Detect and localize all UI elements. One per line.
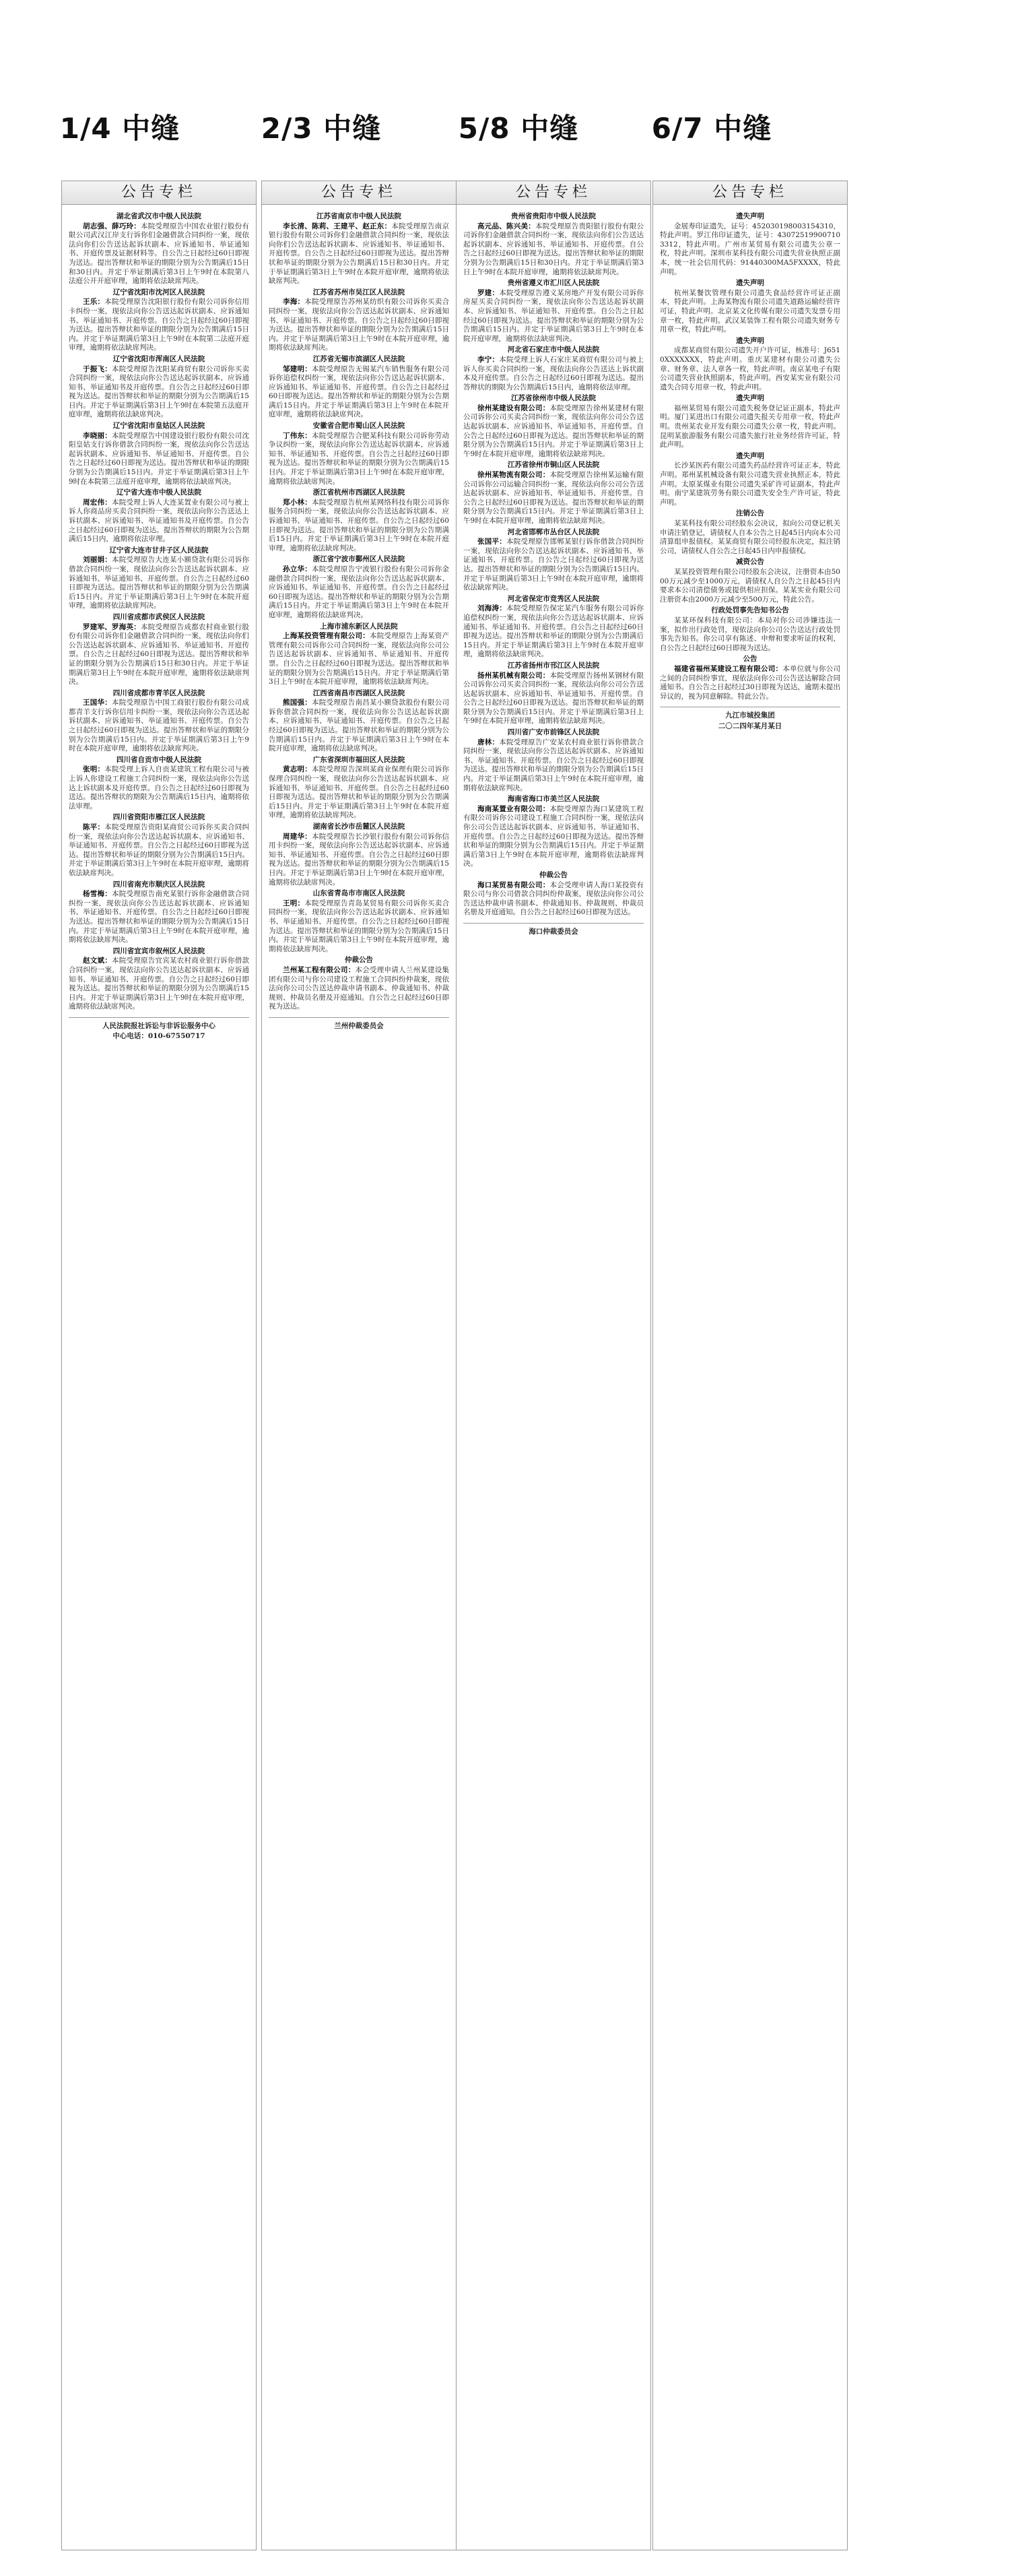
notice-text xyxy=(463,604,644,659)
notice-text xyxy=(269,498,449,554)
notice-body: 本院受理原告上海某资产管理有限公司诉你公司合同纠纷一案，现依法向你公司公告送达起诉状副本、应诉通知书、举证通知书、开庭传票。自公告之日起经过60日即视为送达。提出答辩状和举证的期限分别为公告期满后15日内。并定于举证期满后第3日上午9时在本院开庭审理，逾期将依法缺席判决。 xyxy=(269,632,449,686)
notice-text xyxy=(660,568,840,604)
notice-body: 本院受理原告南京银行股份有限公司诉你们金融借款合同纠纷一案，现依法向你们公告送达起诉状副本、应诉通知书、举证通知书、开庭传票。自公告之日起经过60日即视为送达。提出答辩状和举证的期限分别为公告期满后15日和30日内。并定于举证期满后第3日上午9时在本院开庭审理，逾期将依法缺席判决。 xyxy=(269,222,449,286)
notice-recipient: 罗建： xyxy=(477,288,500,297)
notice-court-name: 遗失声明 xyxy=(736,394,764,403)
notice-recipient: 海口某贸易有限公司： xyxy=(477,880,550,889)
notice-text xyxy=(69,823,249,878)
notice-text xyxy=(269,765,449,820)
notice-body: 本院受理原告杭州某网络科技有限公司诉你服务合同纠纷一案，现依法向你公告送达起诉状副本、应诉通知书、举证通知书、开庭传票。自公告之日起经过60日即视为送达。提出答辩状和举证的期限分别为公告期满后15日内。并定于举证期满后第3日上午9时在本院开庭审理，逾期将依法缺席判决。 xyxy=(269,498,449,552)
divider xyxy=(269,1017,449,1018)
notice-text xyxy=(463,881,644,917)
notice-recipient: 邹建明： xyxy=(283,364,312,373)
column-footer-line: 中心电话：010-67550717 xyxy=(112,1032,205,1041)
notice-recipient: 王国华： xyxy=(83,699,112,707)
notice-text xyxy=(660,519,840,556)
notice-recipient: 陈平： xyxy=(83,823,105,831)
notice-body: 成都某商贸有限公司遗失开户许可证，核准号：J6510XXXXXXX，特此声明。重庆某建材有限公司遗失公章、财务章、法人章各一枚，特此声明。南京某电子有限公司遗失营业执照副本，特此声明。西安某实业有限公司遗失合同专用章一枚，特此声明。 xyxy=(660,346,840,391)
notice-body: 本院受理原告中国建设银行股份有限公司沈阳皇姑支行诉你借款合同纠纷一案，现依法向你公告送达起诉状副本、应诉通知书、举证通知书、开庭传票。自公告之日起经过60日即视为送达。提出答辩状和举证的期限分别为公告期满后15日内。并定于举证期满后第3日上午9时在本院第三法庭开庭审理，逾期将依法缺席判决。 xyxy=(69,431,249,486)
notice-text xyxy=(463,471,644,526)
notice-court-name: 江苏省扬州市邗江区人民法院 xyxy=(507,661,600,670)
layout-title-6-7: 6/7 中缝 xyxy=(651,112,772,145)
notice-column-1 xyxy=(61,181,257,2550)
notice-court-name: 四川省成都市武侯区人民法院 xyxy=(112,612,205,621)
notice-court-name: 减资公告 xyxy=(736,558,764,567)
notice-court-name: 四川省宜宾市叙州区人民法院 xyxy=(112,946,205,955)
notice-body: 本院受理原告苏州某纺织有限公司诉你买卖合同纠纷一案，现依法向你公告送达起诉状副本、应诉通知书、举证通知书、开庭传票。自公告之日起经过60日即视为送达。提出答辩状和举证的期限分别为公告期满后15日内。并定于举证期满后第3日上午9时在本院开庭审理，逾期将依法缺席判决。 xyxy=(269,298,449,352)
notice-recipient: 李海： xyxy=(283,298,305,307)
notice-text xyxy=(269,899,449,955)
notice-column-3 xyxy=(456,181,651,2550)
notice-text xyxy=(463,222,644,278)
notice-text xyxy=(269,833,449,888)
notice-body: 本院受理原告沈阳某商贸有限公司诉你买卖合同纠纷一案，现依法向你公告送达起诉状副本、应诉通知书、举证通知书及开庭传票。自公告之日起经过60日即视为送达。提出答辩状和举证的期限分别为公告期满后15日内。并定于举证期满后第3日上午9时在本院第五法庭开庭审理，逾期将依法缺席判决。 xyxy=(69,364,249,419)
notice-recipient: 杨雪梅： xyxy=(83,890,112,899)
notice-text xyxy=(660,616,840,653)
notice-text xyxy=(69,890,249,945)
divider xyxy=(463,923,644,924)
notice-court-name: 四川省南充市顺庆区人民法院 xyxy=(112,880,205,889)
notice-text xyxy=(463,805,644,869)
notice-text xyxy=(269,432,449,487)
notice-body: 本院受理上诉人石家庄某商贸有限公司与被上诉人你买卖合同纠纷一案，现依法向你公告送达上诉状副本及开庭传票。自公告之日起经过60日即视为送达。提出答辩状的期限为公告期满后15日内，逾期将依法审理。 xyxy=(463,355,644,391)
notice-text xyxy=(463,738,644,794)
notice-body: 本院受理原告合肥某科技有限公司诉你劳动争议纠纷一案，现依法向你公告送达起诉状副本、应诉通知书、举证通知书、开庭传票。自公告之日起经过60日即视为送达。提出答辩状和举证的期限分别为公告期满后15日内。并定于举证期满后第3日上午9时在本院开庭审理，逾期将依法缺席判决。 xyxy=(269,431,449,486)
notice-text xyxy=(69,365,249,420)
notice-text xyxy=(463,538,644,593)
divider xyxy=(69,1017,249,1018)
notice-text xyxy=(69,222,249,286)
column-footer-line: 九江市城投集团 xyxy=(725,711,775,720)
notice-text xyxy=(463,404,644,459)
notice-text xyxy=(69,957,249,1012)
notice-recipient: 郑小林： xyxy=(283,498,312,507)
notice-court-name: 公告 xyxy=(743,655,758,664)
column-footer-line: 海口仲裁委员会 xyxy=(529,927,578,936)
notice-body: 本院受理上诉人大连某置业有限公司与被上诉人你商品房买卖合同纠纷一案，现依法向你公告送达上诉状副本、应诉通知书、举证通知书及开庭传票。自公告之日起经过60日即视为送达。提出答辩状的期限为公告期满后15日内，逾期将依法审理。 xyxy=(69,498,249,544)
notice-text xyxy=(269,222,449,286)
notice-body: 本院受理原告中国农业银行股份有限公司武汉江岸支行诉你们金融借款合同纠纷一案，现依法向你们公告送达起诉状副本、应诉通知书、举证通知书、开庭传票及证据材料等。自公告之日起经过60日即视为送达。提出答辩状和举证的期限分别为公告期满后15日和30日内。并定于举证期满后第3日上午9时在本院第八法庭公开开庭审理，逾期将依法缺席判决。 xyxy=(69,222,249,286)
notice-text xyxy=(269,632,449,687)
notice-body: 福州某贸易有限公司遗失税务登记证正副本，特此声明。厦门某进出口有限公司遗失报关专用章一枚，特此声明。贵州某农业开发有限公司遗失公章一枚，特此声明。昆明某旅游服务有限公司遗失旅行社业务经营许可证，特此声明。 xyxy=(660,404,840,449)
layout-title-2-3: 2/3 中缝 xyxy=(261,112,382,145)
notice-body: 本单位就与你公司之间的合同纠纷事宜，现依法向你公司公告送达解除合同通知书。自公告之日起经过30日即视为送达，逾期未提出异议的，视为同意解除。特此公告。 xyxy=(660,664,840,701)
panel-header: 公告专栏 xyxy=(653,181,847,205)
notice-court-name: 遗失声明 xyxy=(736,336,764,345)
notice-recipient: 唐林： xyxy=(477,738,500,746)
notice-body: 本院受理原告遵义某房地产开发有限公司诉你房屋买卖合同纠纷一案，现依法向你公告送达起诉状副本、应诉通知书、举证通知书、开庭传票。自公告之日起经过60日即视为送达。提出答辩状和举证的期限分别为公告期满后15日内。并定于举证期满后第3日上午9时在本院开庭审理，逾期将依法缺席判决。 xyxy=(463,288,644,343)
notice-recipient: 王乐： xyxy=(83,298,105,307)
notice-text xyxy=(69,432,249,487)
notice-court-name: 仲裁公告 xyxy=(539,870,568,879)
notice-recipient: 张国平： xyxy=(477,538,506,546)
notice-court-name: 广东省深圳市福田区人民法院 xyxy=(312,755,405,764)
notice-court-name: 江苏省无锡市滨湖区人民法院 xyxy=(312,354,405,363)
notice-recipient: 黄志明： xyxy=(283,765,312,774)
notice-court-name: 山东省青岛市市南区人民法院 xyxy=(312,889,405,898)
notice-court-name: 遗失声明 xyxy=(736,279,764,288)
notice-court-name: 行政处罚事先告知书公告 xyxy=(711,606,789,615)
notice-text xyxy=(269,298,449,353)
notice-recipient: 王明： xyxy=(283,899,305,907)
notice-recipient: 丁伟东： xyxy=(283,431,312,440)
column-body xyxy=(653,205,847,2549)
notice-body: 长沙某医药有限公司遗失药品经营许可证正本，特此声明。郑州某机械设备有限公司遗失营业执照正本，特此声明。太原某煤业有限公司遗失采矿许可证副本，特此声明。南宁某建筑劳务有限公司遗失安全生产许可证，特此声明。 xyxy=(660,461,840,507)
notice-recipient: 上海某投资管理有限公司： xyxy=(283,632,370,641)
notice-recipient: 于振飞： xyxy=(83,364,112,373)
notice-text xyxy=(660,665,840,701)
notice-text xyxy=(69,765,249,811)
notice-recipient: 高元品、陈兴美： xyxy=(477,222,535,230)
notice-body: 本院受理原告保定某汽车服务有限公司诉你追偿权纠纷一案，现依法向你公告送达起诉状副本、应诉通知书、举证通知书、开庭传票。自公告之日起经过60日即视为送达。提出答辩状和举证的期限分别为公告期满后15日内。并定于举证期满后第3日上午9时在本院开庭审理，逾期将依法缺席判决。 xyxy=(463,604,644,659)
notice-text xyxy=(660,404,840,450)
notice-column-4 xyxy=(652,181,848,2550)
notice-body: 本院受理原告资阳某商贸公司诉你买卖合同纠纷一案，现依法向你公告送达起诉状副本、应诉通知书、举证通知书、开庭传票。自公告之日起经过60日即视为送达。提出答辩状和举证的期限分别为公告期满后15日内。并定于举证期满后第3日上午9时在本院开庭审理，逾期将依法缺席判决。 xyxy=(69,823,249,877)
notice-court-name: 河北省保定市竞秀区人民法院 xyxy=(507,594,600,603)
notice-court-name: 辽宁省沈阳市沈河区人民法院 xyxy=(112,288,205,296)
notice-court-name: 四川省资阳市雁江区人民法院 xyxy=(112,813,205,822)
column-footer-line: 兰州仲裁委员会 xyxy=(334,1021,384,1030)
notice-recipient: 徐州某物流有限公司： xyxy=(477,471,550,480)
notice-court-name: 四川省广安市前锋区人民法院 xyxy=(507,728,600,737)
notice-recipient: 兰州某工程有限公司： xyxy=(283,965,356,974)
notice-court-name: 辽宁省大连市中级人民法院 xyxy=(116,488,201,497)
notice-body: 本院受理原告贵阳银行股份有限公司诉你们金融借款合同纠纷一案，现依法向你们公告送达起诉状副本、应诉通知书、举证通知书、开庭传票。自公告之日起经过60日即视为送达。提出答辩状和举证的期限分别为公告期满后15日和30日内。并定于举证期满后第3日上午9时在本院开庭审理，逾期将依法缺席判决。 xyxy=(463,222,644,276)
notice-court-name: 江苏省徐州市铜山区人民法院 xyxy=(507,461,600,470)
notice-body: 本院受理原告宁波银行股份有限公司诉你金融借款合同纠纷一案，现依法向你公告送达起诉状副本、应诉通知书、举证通知书、开庭传票。自公告之日起经过60日即视为送达。提出答辩状和举证的期限分别为公告期满后15日内。并定于举证期满后第3日上午9时在本院开庭审理，逾期将依法缺席判决。 xyxy=(269,565,449,619)
notice-court-name: 遗失声明 xyxy=(736,451,764,460)
notice-recipient: 李长清、陈莉、王建平、赵正东： xyxy=(283,222,392,230)
notice-text xyxy=(269,565,449,620)
notice-body: 某某投资管理有限公司经股东会决议，注册资本由5000万元减少至1000万元，请债权人自公告之日起45日内要求本公司清偿债务或提供相应担保。某某实业有限公司注册资本由2000万元减少至500万元，特此公告。 xyxy=(660,567,840,604)
notice-text xyxy=(660,461,840,507)
notice-text xyxy=(269,966,449,1012)
notice-court-name: 辽宁省大连市甘井子区人民法院 xyxy=(109,546,209,554)
notice-court-name: 江西省南昌市西湖区人民法院 xyxy=(312,688,405,697)
notice-court-name: 江苏省南京市中级人民法院 xyxy=(316,212,401,220)
notice-text xyxy=(69,623,249,687)
column-footer-line: 二〇二四年某月某日 xyxy=(718,721,782,730)
notice-recipient: 罗建军、罗海英： xyxy=(83,622,141,631)
notice-court-name: 江苏省苏州市吴江区人民法院 xyxy=(312,288,405,296)
notice-recipient: 刘海涛： xyxy=(477,604,506,613)
notice-recipient: 李宁： xyxy=(477,355,500,364)
layout-title-5-8: 5/8 中缝 xyxy=(458,112,579,145)
notice-court-name: 河北省邯郸市丛台区人民法院 xyxy=(507,527,600,536)
notice-text xyxy=(69,699,249,754)
notice-text xyxy=(69,298,249,353)
notice-court-name: 仲裁公告 xyxy=(345,956,373,965)
notice-text xyxy=(660,222,840,278)
notice-body: 本院受理原告徐州某运输有限公司诉你公司运输合同纠纷一案，现依法向你公司公告送达起诉状副本、应诉通知书、举证通知书、开庭传票。自公告之日起经过60日即视为送达。提出答辩状和举证的期限分别为公告期满后15日内。并定于举证期满后第3日上午9时在本院开庭审理，逾期将依法缺席判决。 xyxy=(463,471,644,525)
notice-recipient: 孙立华： xyxy=(283,565,312,573)
column-body xyxy=(262,205,456,2549)
notice-text xyxy=(69,556,249,611)
notice-text xyxy=(463,289,644,344)
notice-recipient: 周建华： xyxy=(283,832,312,841)
notice-recipient: 徐州某建设有限公司： xyxy=(477,404,550,412)
notice-body: 本院受理原告南昌某小额贷款股份有限公司诉你借款合同纠纷一案，现依法向你公告送达起诉状副本、应诉通知书、举证通知书、开庭传票。自公告之日起经过60日即视为送达。提出答辩状和举证的期限分别为公告期满后15日内。并定于举证期满后第3日上午9时在本院开庭审理，逾期将依法缺席判决。 xyxy=(269,699,449,753)
notice-recipient: 海南某置业有限公司： xyxy=(477,804,550,813)
notice-text xyxy=(463,672,644,727)
notice-text xyxy=(463,356,644,392)
notice-body: 本院受理原告扬州某钢材有限公司诉你公司买卖合同纠纷一案，现依法向你公司公告送达起诉状副本、应诉通知书、举证通知书、开庭传票。自公告之日起经过60日即视为送达。提出答辩状和举证的期限分别为公告期满后15日内。并定于举证期满后第3日上午9时在本院开庭审理，逾期将依法缺席判决。 xyxy=(463,671,644,726)
notice-recipient: 张明： xyxy=(83,765,105,774)
notice-body: 本院受理原告南充某银行诉你金融借款合同纠纷一案，现依法向你公告送达起诉状副本、应诉通知书、举证通知书、开庭传票。自公告之日起经过60日即视为送达。提出答辩状和举证的期限分别为公告期满后15日内。并定于举证期满后第3日上午9时在本院开庭审理，逾期将依法缺席判决。 xyxy=(69,890,249,944)
notice-body: 本院受理原告中国工商银行股份有限公司成都青羊支行诉你信用卡纠纷一案，现依法向你公告送达起诉状副本、应诉通知书、举证通知书、开庭传票。自公告之日起经过60日即视为送达。提出答辩状和举证的期限分别为公告期满后15日内。并定于举证期满后第3日上午9时在本院开庭审理，逾期将依法缺席判决。 xyxy=(69,699,249,753)
notice-text xyxy=(69,498,249,544)
notice-body: 本院受理原告深圳某商业保理有限公司诉你保理合同纠纷一案，现依法向你公告送达起诉状副本、应诉通知书、举证通知书、开庭传票。自公告之日起经过60日即视为送达。提出答辩状和举证的期限分别为公告期满后15日内。并定于举证期满后第3日上午9时在本院开庭审理，逾期将依法缺席判决。 xyxy=(269,765,449,820)
notice-court-name: 江苏省徐州市中级人民法院 xyxy=(511,394,596,403)
notice-court-name: 遗失声明 xyxy=(736,212,764,220)
notice-recipient: 刘丽娟： xyxy=(83,556,112,565)
notice-body: 本会受理申请人兰州某建设集团有限公司与你公司建设工程施工合同纠纷仲裁案，现依法向你公司公告送达仲裁申请书副本、仲裁通知书、仲裁规则、仲裁员名册及开庭通知。自公告之日起经过60日即视为送达。 xyxy=(269,965,449,1011)
notice-body: 本院受理原告海口某建筑工程有限公司诉你公司建设工程施工合同纠纷一案，现依法向你公司公告送达起诉状副本、应诉通知书、举证通知书、开庭传票。自公告之日起经过60日即视为送达。提出答辩状和举证的期限分别为公告期满后15日内。并定于举证期满后第3日上午9时在本院开庭审理，逾期将依法缺席判决。 xyxy=(463,804,644,868)
notice-body: 本会受理申请人海口某投资有限公司与你公司借款合同纠纷仲裁案，现依法向你公司公告送达仲裁申请书副本、仲裁通知书、仲裁规则、仲裁员名册及开庭通知。自公告之日起经过60日即视为送达。 xyxy=(463,880,644,917)
notice-body: 本院受理原告无锡某汽车销售服务有限公司诉你追偿权纠纷一案，现依法向你公告送达起诉状副本、应诉通知书、举证通知书、开庭传票。自公告之日起经过60日即视为送达。提出答辩状和举证的期限分别为公告期满后15日内。并定于举证期满后第3日上午9时在本院开庭审理，逾期将依法缺席判决。 xyxy=(269,364,449,419)
notice-body: 本院受理原告宜宾某农村商业银行诉你借款合同纠纷一案，现依法向你公告送达起诉状副本、应诉通知书、举证通知书、开庭传票。自公告之日起经过60日即视为送达。提出答辩状和举证的期限分别为公告期满后15日内。并定于举证期满后第3日上午9时在本院开庭审理，逾期将依法缺席判决。 xyxy=(69,957,249,1011)
panel-header: 公告专栏 xyxy=(62,181,256,205)
notice-recipient: 李晓丽： xyxy=(83,431,112,440)
notice-court-name: 辽宁省沈阳市浑南区人民法院 xyxy=(112,354,205,363)
panel-header: 公告专栏 xyxy=(262,181,456,205)
notice-text xyxy=(660,346,840,392)
notice-court-name: 湖北省武汉市中级人民法院 xyxy=(116,212,201,220)
notice-court-name: 辽宁省沈阳市皇姑区人民法院 xyxy=(112,422,205,430)
notice-body: 本院受理原告长沙银行股份有限公司诉你信用卡纠纷一案，现依法向你公告送达起诉状副本、应诉通知书、举证通知书、开庭传票。自公告之日起经过60日即视为送达。提出答辩状和举证的期限分别为公告期满后15日内。并定于举证期满后第3日上午9时在本院开庭审理，逾期将依法缺席判决。 xyxy=(269,832,449,887)
notice-body: 本院受理原告邯郸某银行诉你借款合同纠纷一案，现依法向你公告送达起诉状副本、应诉通知书、举证通知书、开庭传票。自公告之日起经过60日即视为送达。提出答辩状和举证的期限分别为公告期满后15日内。并定于举证期满后第3日上午9时在本院开庭审理，逾期将依法缺席判决。 xyxy=(463,538,644,592)
column-body xyxy=(62,205,256,2549)
notice-court-name: 上海市浦东新区人民法院 xyxy=(320,622,398,631)
notice-recipient: 赵文斌： xyxy=(83,957,112,965)
notice-court-name: 河北省石家庄市中级人民法院 xyxy=(507,346,600,354)
notice-recipient: 扬州某机械有限公司： xyxy=(477,671,550,680)
notice-body: 本院受理上诉人自贡某建筑工程有限公司与被上诉人你建设工程施工合同纠纷一案，现依法向你公告送达上诉状副本及开庭传票。自公告之日起经过60日即视为送达。提出答辩状的期限为公告期满后15日内，逾期将依法审理。 xyxy=(69,765,249,810)
notice-body: 本院受理原告广安某农村商业银行诉你借款合同纠纷一案，现依法向你公告送达起诉状副本、应诉通知书、举证通知书、开庭传票。自公告之日起经过60日即视为送达。提出答辩状和举证的期限分别为公告期满后15日内。并定于举证期满后第3日上午9时在本院开庭审理，逾期将依法缺席判决。 xyxy=(463,738,644,792)
notice-court-name: 浙江省宁波市鄞州区人民法院 xyxy=(312,555,405,564)
panel-header: 公告专栏 xyxy=(457,181,650,205)
notice-recipient: 熊国强： xyxy=(283,699,312,707)
notice-body: 本院受理原告沈阳银行股份有限公司诉你信用卡纠纷一案，现依法向你公告送达起诉状副本、应诉通知书、举证通知书、开庭传票。自公告之日起经过60日即视为送达。提出答辩状和举证的期限分别为公告期满后15日内。并定于举证期满后第3日上午9时在本院第二法庭开庭审理，逾期将依法缺席判决。 xyxy=(69,298,249,352)
layout-title-1-4: 1/4 中缝 xyxy=(59,112,180,145)
notice-body: 某某环保科技有限公司：本局对你公司涉嫌违法一案，拟作出行政处罚，现依法向你公司公告送达行政处罚事先告知书。你公司享有陈述、申辩和要求听证的权利，自公告之日起经过60日即视为送达。 xyxy=(660,616,840,652)
notice-court-name: 湖南省长沙市岳麓区人民法院 xyxy=(312,823,405,831)
notice-court-name: 浙江省杭州市西湖区人民法院 xyxy=(312,488,405,497)
notice-body: 某某科技有限公司经股东会决议，拟向公司登记机关申请注销登记，请债权人自本公告之日起45日内向本公司清算组申报债权。某某商贸有限公司经股东决定，拟注销公司，请债权人自公告之日起45日内申报债权。 xyxy=(660,519,840,555)
notice-recipient: 周宏伟： xyxy=(83,498,112,507)
column-footer-line: 人民法院报社诉讼与非诉讼服务中心 xyxy=(102,1021,215,1030)
notice-text xyxy=(660,289,840,335)
notice-court-name: 海南省海口市美兰区人民法院 xyxy=(507,795,600,804)
notice-body: 金展寿印证遗失，证号：452030198003154310，特此声明。罗江伟印证遗失，证号：430725199007103312，特此声明。广州市某贸易有限公司遗失公章一枚，特此声明。深圳市某科技有限公司遗失营业执照正副本，统一社会信用代码：91440300MA5FXXXX，特此声明。 xyxy=(660,222,840,276)
notice-recipient: 福建省福州某建设工程有限公司： xyxy=(674,664,783,673)
notice-body: 本院受理原告青岛某贸易有限公司诉你买卖合同纠纷一案，现依法向你公告送达起诉状副本、应诉通知书、举证通知书、开庭传票。自公告之日起经过60日即视为送达。提出答辩状和举证的期限分别为公告期满后15日内。并定于举证期满后第3日上午9时在本院开庭审理，逾期将依法缺席判决。 xyxy=(269,899,449,953)
notice-court-name: 四川省自贡市中级人民法院 xyxy=(116,755,201,764)
notice-body: 本院受理原告成都农村商业银行股份有限公司诉你们金融借款合同纠纷一案，现依法向你们公告送达起诉状副本、应诉通知书、举证通知书、开庭传票。自公告之日起经过60日即视为送达。提出答辩状和举证的期限分别为公告期满后15日和30日内。并定于举证期满后第3日上午9时在本院开庭审理，逾期将依法缺席判决。 xyxy=(69,622,249,686)
notice-court-name: 安徽省合肥市蜀山区人民法院 xyxy=(312,422,405,430)
notice-recipient: 胡志强、薛巧玲： xyxy=(83,222,141,230)
notice-court-name: 贵州省遵义市汇川区人民法院 xyxy=(507,279,600,288)
notice-text xyxy=(269,699,449,754)
notice-court-name: 贵州省贵阳市中级人民法院 xyxy=(511,212,596,220)
notice-body: 本院受理原告大连某小额贷款有限公司诉你借款合同纠纷一案，现依法向你公告送达起诉状副本、应诉通知书、举证通知书、开庭传票。自公告之日起经过60日即视为送达。提出答辩状和举证的期限分别为公告期满后15日内。并定于举证期满后第3日上午9时在本院开庭审理，逾期将依法缺席判决。 xyxy=(69,556,249,610)
notice-body: 本院受理原告徐州某建材有限公司诉你公司买卖合同纠纷一案，现依法向你公司公告送达起诉状副本、应诉通知书、举证通知书、开庭传票。自公告之日起经过60日即视为送达。提出答辩状和举证的期限分别为公告期满后15日内。并定于举证期满后第3日上午9时在本院开庭审理，逾期将依法缺席判决。 xyxy=(463,404,644,458)
notice-court-name: 四川省成都市青羊区人民法院 xyxy=(112,688,205,697)
notice-column-2 xyxy=(261,181,457,2550)
column-body xyxy=(457,205,650,2549)
notice-court-name: 注销公告 xyxy=(736,509,764,518)
notice-body: 杭州某餐饮管理有限公司遗失食品经营许可证正副本，特此声明。上海某物流有限公司遗失道路运输经营许可证，特此声明。北京某文化传媒有限公司遗失发票专用章一枚，特此声明。武汉某装饰工程有限公司遗失财务专用章一枚，特此声明。 xyxy=(660,288,840,334)
notice-text xyxy=(269,365,449,420)
